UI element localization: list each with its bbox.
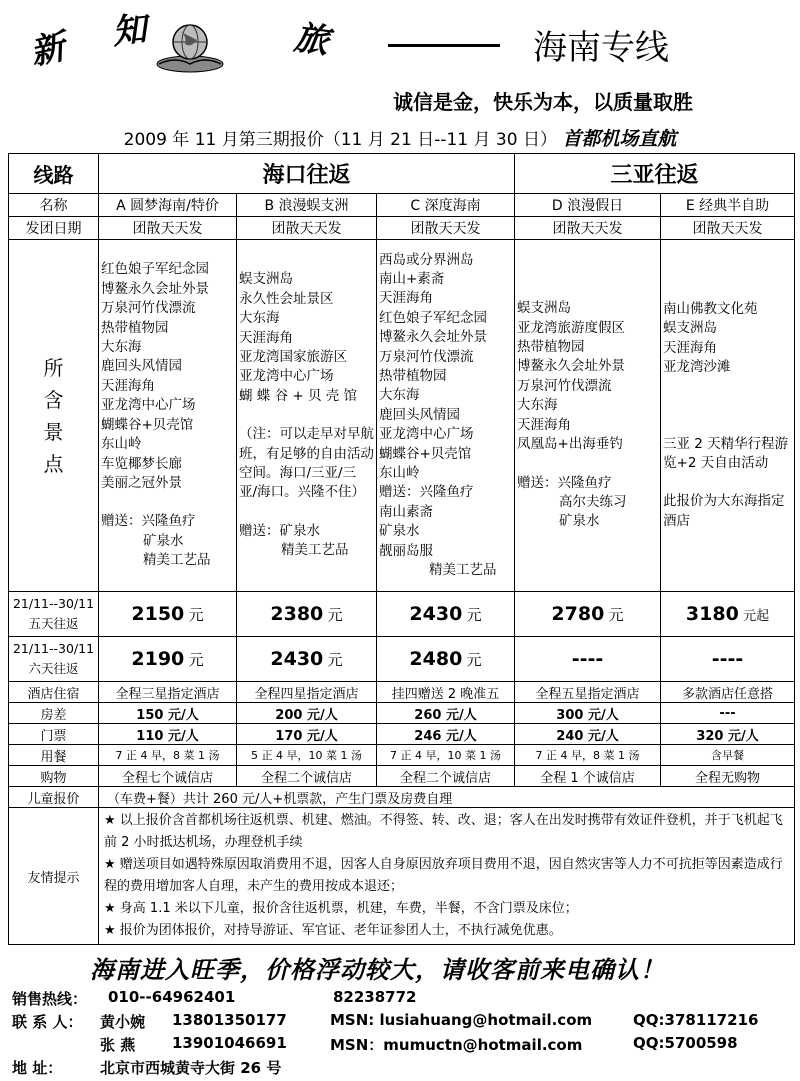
logo-char-3: 旅 [291,17,334,63]
shop-d: 全程 1 个诚信店 [515,766,661,787]
room-label: 房差 [9,703,99,724]
spot-item: 蝴蝶谷+贝壳馆 [101,416,194,433]
hotline-label: 销售热线： [12,990,88,1008]
contact-qq-1: QQ:378117216 [633,1011,759,1029]
route-label: 线路 [9,154,99,194]
spot-item: 亚龙湾旅游度假区 [517,319,626,336]
spacer [239,406,374,425]
price-value: 2380 [270,603,324,625]
hotline-2: 82238772 [333,988,417,1006]
price1-label-date: 21/11--30/11 [12,596,95,611]
shop-b: 全程二个诚信店 [237,766,377,787]
gift-item: 南山素斋 [379,503,433,520]
contact-phone-2: 13901046691 [172,1034,287,1052]
ticket-label: 门票 [9,724,99,745]
subtitle-text: 2009 年 11 月第三期报价（11 月 21 日--11 月 30 日） [123,130,557,150]
date-label: 发团日期 [9,217,99,240]
gift-item: 赠送：兴隆鱼疗 [517,474,612,491]
hotline-1: 010--64962401 [108,988,236,1006]
ticket-d: 240 元/人 [515,724,661,745]
tip-item: ★ 赠送项目如遇特殊原因取消费用不退，因客人自身原因放弃项目费用不退，因自然灾害等人力不可抗拒等因素造成行程的费用增加客人自理，未产生的费用按成本退还； [104,857,783,894]
price1-d [515,592,661,637]
gift-item: 高尔夫练习 [559,493,627,510]
spot-item: 亚龙湾国家旅游区 [239,348,347,365]
price-unit: 元 [188,606,204,624]
price1-b [237,592,377,637]
spacer [663,378,792,397]
price-value: ---- [571,648,604,670]
spot-item: 大东海 [379,387,420,404]
price2-a [99,637,237,682]
note-e2: 此报价为大东海指定酒店 [663,493,785,529]
room-a: 150 元/人 [99,703,237,724]
gift-item: 矿泉水 [143,532,184,549]
contact-msn-1: MSN: lusiahuang@hotmail.com [330,1011,593,1029]
price2-label-date: 21/11--30/11 [12,641,95,656]
ticket-c: 246 元/人 [377,724,515,745]
spacer [101,493,234,512]
contact-label: 联 系 人： [12,1013,83,1031]
spot-item: 天涯海角 [379,290,433,307]
spots-e [661,240,795,592]
ticket-e: 320 元/人 [661,724,795,745]
contact-person-2: 张 燕 [100,1036,136,1054]
spot-item: 亚龙湾中心广场 [101,397,196,414]
spots-label-char: 含 [43,387,64,412]
price2-c [377,637,515,682]
haikou-label: 海口往返 [99,154,515,194]
price-value: 2190 [131,648,185,670]
price1-a [99,592,237,637]
price-value: 2430 [270,648,324,670]
date-a: 团散天天发 [99,217,237,240]
price2-e [661,637,795,682]
spots-label-char: 所 [43,355,64,380]
spot-item: 大东海 [517,397,558,414]
contact-msn-2: MSN：mumuctn@hotmail.com [330,1036,583,1054]
spots-a [99,240,237,592]
price2-label-days: 六天往返 [28,661,79,676]
spot-item: 天涯海角 [663,339,718,356]
spot-item: 美丽之冠外景 [101,474,182,491]
hotel-row [9,682,795,703]
spacer [517,455,658,474]
spot-item: 蝴 蝶 谷 + 贝 壳 馆 [239,387,358,404]
spots-d [515,240,661,592]
spacer [663,397,792,416]
tip-item: ★ 身高 1.1 米以下儿童，报价含往返机票，机建，车费，半餐，不含门票及床位； [104,901,578,916]
price-row-5day [9,592,795,637]
spot-item: 亚龙湾沙滩 [663,359,731,376]
price1-e [661,592,795,637]
name-a: A 圆梦海南/特价 [99,194,237,217]
spots-label [9,240,99,592]
spot-item: 天涯海角 [517,416,572,433]
price1-c [377,592,515,637]
spot-item: 凤凰岛+出海垂钓 [517,436,623,453]
price2-d [515,637,661,682]
date-d: 团散天天发 [515,217,661,240]
price-table [8,153,795,945]
spot-item: 东山岭 [101,436,142,453]
price-value: 2480 [409,648,463,670]
hotel-b: 全程四星指定酒店 [237,682,377,703]
spot-item: 鹿回头风情园 [379,406,460,423]
hotel-c: 挂四赠送 2 晚准五 [377,682,515,703]
price2-b [237,637,377,682]
meal-e: 含早餐 [661,745,795,766]
spot-item: 大东海 [101,339,142,356]
price-value: 3180 [685,603,739,625]
room-d: 300 元/人 [515,703,661,724]
room-e: --- [661,703,795,724]
spots-c [377,240,515,592]
gift-item: 精美工艺品 [143,552,211,569]
spot-item: 亚龙湾中心广场 [239,368,334,385]
spacer [663,416,792,435]
contact-phone-1: 13801350177 [172,1011,287,1029]
date-e: 团散天天发 [661,217,795,240]
spot-item: 鹿回头风情园 [101,358,182,375]
spots-label-char: 景 [43,419,64,444]
price-unit: 元起 [743,609,770,624]
room-row [9,703,795,724]
price-unit: 元 [466,651,482,669]
route-header-row [9,154,795,194]
gift-item: 靓丽岛服 [379,542,433,559]
title-dash-line [388,44,500,47]
spot-item: 天涯海角 [101,377,155,394]
spots-row [9,240,795,592]
ticket-b: 170 元/人 [237,724,377,745]
spot-item: 蝴蝶谷+贝壳馆 [379,445,472,462]
globe-book-logo-icon [155,20,225,75]
spot-item: 亚龙湾中心广场 [379,426,474,443]
spot-item: 西岛或分界洲岛 [379,251,474,268]
price1-label-days: 五天往返 [28,616,79,631]
room-c: 260 元/人 [377,703,515,724]
spot-item: 蜈支洲岛 [663,320,718,337]
spot-item: 博鳌永久会址外景 [379,329,487,346]
name-e: E 经典半自助 [661,194,795,217]
spot-item: 热带植物园 [379,367,447,384]
price1-label [9,592,99,637]
name-label: 名称 [9,194,99,217]
hotel-e: 多款酒店任意搭 [661,682,795,703]
spacer [663,473,792,492]
footer-slogan: 海南进入旺季，价格浮动较大，请收客前来电确认！ [90,955,665,984]
meal-b: 5 正 4 早，10 菜 1 汤 [237,745,377,766]
shop-c: 全程二个诚信店 [377,766,515,787]
spot-item: 博鳌永久会址外景 [517,358,626,375]
spot-item: 东山岭 [379,465,420,482]
price-value: 2430 [409,603,463,625]
spot-item: 蜈支洲岛 [517,300,572,317]
spots-label-char: 点 [43,451,64,476]
date-c: 团散天天发 [377,217,515,240]
child-row [9,787,795,808]
price-value: ---- [711,648,744,670]
spot-item: 永久性会址景区 [239,290,334,307]
name-row [9,194,795,217]
spacer [239,503,374,522]
spot-item: 红色娘子军纪念园 [379,309,487,326]
price-unit: 元 [608,606,624,624]
price-unit: 元 [327,606,343,624]
meal-c: 7 正 4 早，10 菜 1 汤 [377,745,515,766]
gift-item: 赠送：兴隆鱼疗 [379,484,474,501]
date-row [9,217,795,240]
shop-row [9,766,795,787]
spot-item: 万泉河竹伐漂流 [517,377,612,394]
spot-item: 博鳌永久会址外景 [101,280,209,297]
shop-label: 购物 [9,766,99,787]
name-d: D 浪漫假日 [515,194,661,217]
shop-e: 全程无购物 [661,766,795,787]
price-row-6day [9,637,795,682]
spot-item: 红色娘子军纪念园 [101,261,209,278]
shop-a: 全程七个诚信店 [99,766,237,787]
tip-item: ★ 报价为团体报价，对持导游证、军官证、老年证参团人士，不执行减免优惠。 [104,923,562,938]
header [0,0,800,150]
sanya-label: 三亚往返 [515,154,795,194]
room-b: 200 元/人 [237,703,377,724]
spot-item: 南山佛教文化苑 [663,300,758,317]
gift-item: 矿泉水 [379,523,420,540]
gift-item: 赠送：矿泉水 [239,522,320,539]
hotel-d: 全程五星指定酒店 [515,682,661,703]
spots-b [237,240,377,592]
logo-char-2: 知 [110,9,151,53]
price-unit: 元 [327,651,343,669]
header-slogan: 诚信是金，快乐为本，以质量取胜 [393,90,693,114]
gift-item: 赠送：兴隆鱼疗 [101,513,196,530]
logo-char-1: 新 [26,26,71,74]
meal-row [9,745,795,766]
child-label: 儿童报价 [9,787,99,808]
note-e1: 三亚 2 天精华行程游览+2 天自由活动 [663,435,789,471]
date-b: 团散天天发 [237,217,377,240]
spot-item: 热带植物园 [517,339,585,356]
child-price: （车费+餐）共计 260 元/人+机票款，产生门票及房费自理 [99,787,795,808]
ticket-a: 110 元/人 [99,724,237,745]
tips-label: 友情提示 [9,808,99,945]
price-unit: 元 [188,651,204,669]
gift-item: 精美工艺品 [429,562,497,579]
spot-item: 万泉河竹伐漂流 [379,348,474,365]
price2-label [9,637,99,682]
tips-row [9,808,795,945]
address-label: 地 址： [12,1059,63,1077]
spot-item: 车览椰梦长廊 [101,455,182,472]
spot-item: 南山+素斋 [379,270,445,287]
address: 北京市西城黄寺大街 26 号 [100,1059,282,1077]
subtitle [0,124,800,151]
gift-item: 精美工艺品 [281,542,349,559]
price-value: 2150 [131,603,185,625]
ticket-row [9,724,795,745]
subtitle-emphasis: 首都机场直航 [562,128,677,150]
spot-item: 蜈支洲岛 [239,271,293,288]
spot-item: 热带植物园 [101,319,169,336]
spot-item: 大东海 [239,310,280,327]
tip-item: ★ 以上报价含首都机场往返机票、机建、燃油。不得签、转、改、退；客人在出发时携带有效证件登机，并于飞机起飞前 2 小时抵达机场，办理登机手续 [104,813,783,850]
hotel-label: 酒店住宿 [9,682,99,703]
gift-item: 矿泉水 [559,513,600,530]
contact-person-1: 黄小婉 [100,1013,146,1031]
contact-qq-2: QQ:5700598 [633,1034,738,1052]
price-value: 2780 [551,603,605,625]
hotel-a: 全程三星指定酒店 [99,682,237,703]
price-unit: 元 [466,606,482,624]
name-c: C 深度海南 [377,194,515,217]
name-b: B 浪漫蜈支洲 [237,194,377,217]
meal-a: 7 正 4 早，8 菜 1 汤 [99,745,237,766]
meal-d: 7 正 4 早，8 菜 1 汤 [515,745,661,766]
meal-label: 用餐 [9,745,99,766]
note-b: （注：可以走早对早航班，有足够的自由活动空间。海口/三亚/三亚/海口。兴隆不住） [239,426,374,501]
spot-item: 万泉河竹伐漂流 [101,300,196,317]
tips-content [99,808,795,945]
page-title: 海南专线 [533,28,669,68]
spot-item: 天涯海角 [239,329,293,346]
